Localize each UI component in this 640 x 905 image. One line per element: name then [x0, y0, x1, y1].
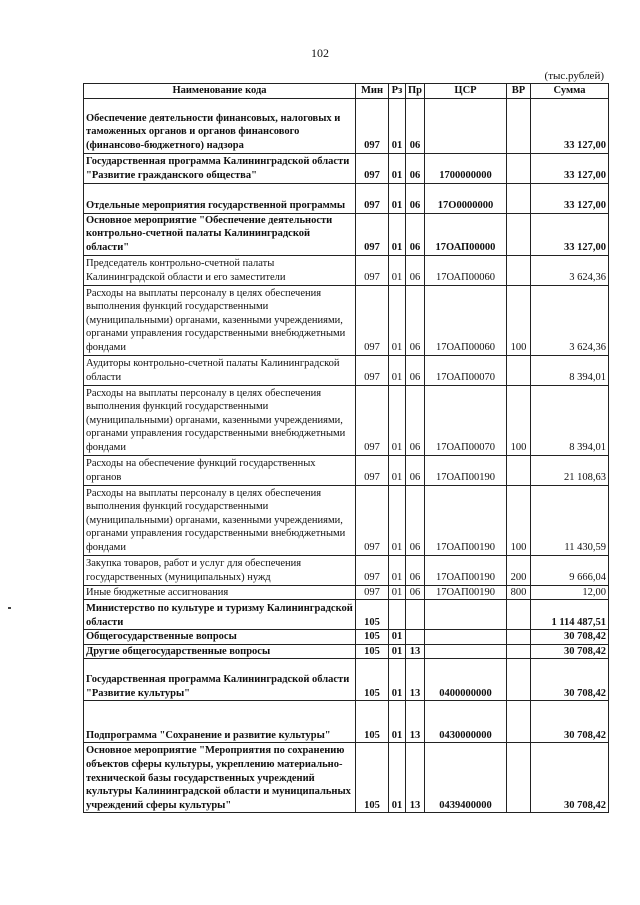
- table-row: [84, 183, 609, 213]
- cell-pr: 06: [406, 385, 425, 455]
- cell-min: 097: [356, 213, 389, 255]
- table-row: [84, 153, 609, 183]
- table-row: [84, 630, 609, 645]
- cell-vr: [507, 183, 531, 213]
- cell-rz: 01: [389, 585, 406, 600]
- cell-vr: 100: [507, 385, 531, 455]
- cell-name: Расходы на выплаты персоналу в целях обеспечения выполнения функций государственными (муниципальными) органами, казенными учреждениями, органами управления государственными внебюджетными фондами: [84, 285, 356, 355]
- cell-min: 105: [356, 743, 389, 813]
- cell-min: 097: [356, 485, 389, 555]
- cell-csr: 1700000000: [425, 153, 507, 183]
- table-row: [84, 98, 609, 153]
- cell-pr: 13: [406, 659, 425, 701]
- cell-name: Общегосударственные вопросы: [84, 630, 356, 645]
- cell-csr: 17ОАП00190: [425, 455, 507, 485]
- cell-name: Государственная программа Калининградской области "Развитие гражданского общества": [84, 153, 356, 183]
- table-row: [84, 585, 609, 600]
- cell-sum: 1 114 487,51: [531, 600, 609, 630]
- cell-vr: 800: [507, 585, 531, 600]
- cell-min: 105: [356, 659, 389, 701]
- table-row: [84, 743, 609, 813]
- cell-pr: 13: [406, 743, 425, 813]
- cell-csr: [425, 630, 507, 645]
- cell-csr: 17ОАП00190: [425, 485, 507, 555]
- table-row: [84, 485, 609, 555]
- cell-name: Расходы на обеспечение функций государственных органов: [84, 455, 356, 485]
- cell-name: Председатель контрольно-счетной палаты Калининградской области и его заместители: [84, 255, 356, 285]
- cell-vr: [507, 743, 531, 813]
- cell-pr: 06: [406, 213, 425, 255]
- cell-name: Иные бюджетные ассигнования: [84, 585, 356, 600]
- table-row: [84, 659, 609, 701]
- cell-sum: 33 127,00: [531, 153, 609, 183]
- header-sum: Сумма: [531, 84, 609, 99]
- cell-vr: [507, 355, 531, 385]
- cell-csr: [425, 98, 507, 153]
- cell-name: Отдельные мероприятия государственной программы: [84, 183, 356, 213]
- cell-csr: 0400000000: [425, 659, 507, 701]
- cell-min: 097: [356, 355, 389, 385]
- units-label: (тыс.рублей): [544, 70, 604, 82]
- cell-vr: 200: [507, 555, 531, 585]
- cell-name: Государственная программа Калининградской области "Развитие культуры": [84, 659, 356, 701]
- budget-table: [83, 83, 609, 813]
- cell-sum: 8 394,01: [531, 355, 609, 385]
- cell-rz: 01: [389, 659, 406, 701]
- table-row: [84, 701, 609, 743]
- cell-vr: [507, 600, 531, 630]
- cell-name: Расходы на выплаты персоналу в целях обеспечения выполнения функций государственными (муниципальными) органами, казенными учреждениями, органами управления государственными внебюджетными фондами: [84, 485, 356, 555]
- table-row: [84, 644, 609, 659]
- cell-csr: [425, 644, 507, 659]
- cell-vr: [507, 455, 531, 485]
- cell-rz: 01: [389, 213, 406, 255]
- cell-vr: [507, 644, 531, 659]
- cell-min: 097: [356, 385, 389, 455]
- cell-min: 097: [356, 183, 389, 213]
- cell-csr: 17ОАП00060: [425, 255, 507, 285]
- cell-csr: 0430000000: [425, 701, 507, 743]
- cell-rz: 01: [389, 455, 406, 485]
- cell-sum: 30 708,42: [531, 701, 609, 743]
- cell-sum: 11 430,59: [531, 485, 609, 555]
- cell-csr: [425, 600, 507, 630]
- cell-name: Обеспечение деятельности финансовых, налоговых и таможенных органов и органов финансового (финансово-бюджетного) надзора: [84, 98, 356, 153]
- cell-sum: 3 624,36: [531, 285, 609, 355]
- cell-sum: 3 624,36: [531, 255, 609, 285]
- cell-sum: 33 127,00: [531, 213, 609, 255]
- cell-rz: 01: [389, 701, 406, 743]
- cell-pr: 06: [406, 153, 425, 183]
- cell-sum: 30 708,42: [531, 630, 609, 645]
- cell-pr: 06: [406, 255, 425, 285]
- header-min: Мин: [356, 84, 389, 99]
- cell-name: Основное мероприятие "Мероприятия по сохранению объектов сферы культуры, укреплению материально-технической базы государственных учреждений культуры Калининградской области и муниципальных учреждений сферы культуры": [84, 743, 356, 813]
- cell-vr: 100: [507, 485, 531, 555]
- cell-vr: [507, 98, 531, 153]
- header-csr: ЦСР: [425, 84, 507, 99]
- cell-min: 097: [356, 585, 389, 600]
- margin-mark: [8, 607, 11, 609]
- cell-pr: 13: [406, 701, 425, 743]
- page-number: 102: [311, 46, 329, 60]
- cell-rz: 01: [389, 98, 406, 153]
- cell-min: 097: [356, 98, 389, 153]
- cell-rz: 01: [389, 183, 406, 213]
- cell-pr: 06: [406, 485, 425, 555]
- table-row: [84, 385, 609, 455]
- cell-vr: [507, 659, 531, 701]
- cell-pr: 06: [406, 183, 425, 213]
- cell-vr: [507, 213, 531, 255]
- cell-pr: 06: [406, 585, 425, 600]
- cell-csr: 17ОАП00190: [425, 585, 507, 600]
- cell-pr: 13: [406, 644, 425, 659]
- cell-name: Министерство по культуре и туризму Калининградской области: [84, 600, 356, 630]
- cell-sum: 21 108,63: [531, 455, 609, 485]
- cell-sum: 30 708,42: [531, 644, 609, 659]
- cell-pr: 06: [406, 455, 425, 485]
- header-name: Наименование кода: [84, 84, 356, 99]
- cell-min: 105: [356, 701, 389, 743]
- cell-pr: [406, 600, 425, 630]
- header-pr: Пр: [406, 84, 425, 99]
- table-row: [84, 600, 609, 630]
- cell-min: 105: [356, 630, 389, 645]
- cell-min: 105: [356, 644, 389, 659]
- cell-min: 097: [356, 153, 389, 183]
- cell-rz: 01: [389, 385, 406, 455]
- cell-name: Расходы на выплаты персоналу в целях обеспечения выполнения функций государственными (муниципальными) органами, казенными учреждениями, органами управления государственными внебюджетными фондами: [84, 385, 356, 455]
- cell-rz: 01: [389, 743, 406, 813]
- cell-sum: 33 127,00: [531, 98, 609, 153]
- cell-name: Аудиторы контрольно-счетной палаты Калининградской области: [84, 355, 356, 385]
- cell-rz: 01: [389, 255, 406, 285]
- cell-sum: 12,00: [531, 585, 609, 600]
- cell-min: 097: [356, 285, 389, 355]
- cell-pr: 06: [406, 555, 425, 585]
- cell-csr: 17ОАП00070: [425, 385, 507, 455]
- cell-rz: 01: [389, 285, 406, 355]
- cell-pr: 06: [406, 355, 425, 385]
- cell-sum: 8 394,01: [531, 385, 609, 455]
- cell-rz: 01: [389, 153, 406, 183]
- cell-csr: 17ОАП00070: [425, 355, 507, 385]
- cell-sum: 33 127,00: [531, 183, 609, 213]
- cell-pr: 06: [406, 98, 425, 153]
- cell-rz: 01: [389, 555, 406, 585]
- cell-sum: 30 708,42: [531, 659, 609, 701]
- cell-pr: [406, 630, 425, 645]
- cell-csr: 17ОАП00190: [425, 555, 507, 585]
- cell-vr: [507, 630, 531, 645]
- table-row: [84, 285, 609, 355]
- cell-rz: [389, 600, 406, 630]
- table-row: [84, 555, 609, 585]
- table-row: [84, 255, 609, 285]
- cell-min: 105: [356, 600, 389, 630]
- cell-vr: [507, 701, 531, 743]
- cell-csr: 17О0000000: [425, 183, 507, 213]
- cell-sum: 9 666,04: [531, 555, 609, 585]
- cell-name: Основное мероприятие "Обеспечение деятельности контрольно-счетной палаты Калининградской области": [84, 213, 356, 255]
- table-row: [84, 355, 609, 385]
- cell-pr: 06: [406, 285, 425, 355]
- cell-vr: [507, 153, 531, 183]
- cell-name: Закупка товаров, работ и услуг для обеспечения государственных (муниципальных) нужд: [84, 555, 356, 585]
- cell-csr: 0439400000: [425, 743, 507, 813]
- cell-csr: 17ОАП00000: [425, 213, 507, 255]
- cell-min: 097: [356, 555, 389, 585]
- cell-min: 097: [356, 455, 389, 485]
- cell-rz: 01: [389, 485, 406, 555]
- cell-name: Подпрограмма "Сохранение и развитие культуры": [84, 701, 356, 743]
- cell-sum: 30 708,42: [531, 743, 609, 813]
- cell-vr: [507, 255, 531, 285]
- table-row: [84, 213, 609, 255]
- cell-rz: 01: [389, 355, 406, 385]
- cell-name: Другие общегосударственные вопросы: [84, 644, 356, 659]
- table-header-row: [84, 84, 609, 99]
- header-vr: ВР: [507, 84, 531, 99]
- header-rz: Рз: [389, 84, 406, 99]
- cell-rz: 01: [389, 644, 406, 659]
- cell-vr: 100: [507, 285, 531, 355]
- cell-rz: 01: [389, 630, 406, 645]
- cell-csr: 17ОАП00060: [425, 285, 507, 355]
- cell-min: 097: [356, 255, 389, 285]
- table-row: [84, 455, 609, 485]
